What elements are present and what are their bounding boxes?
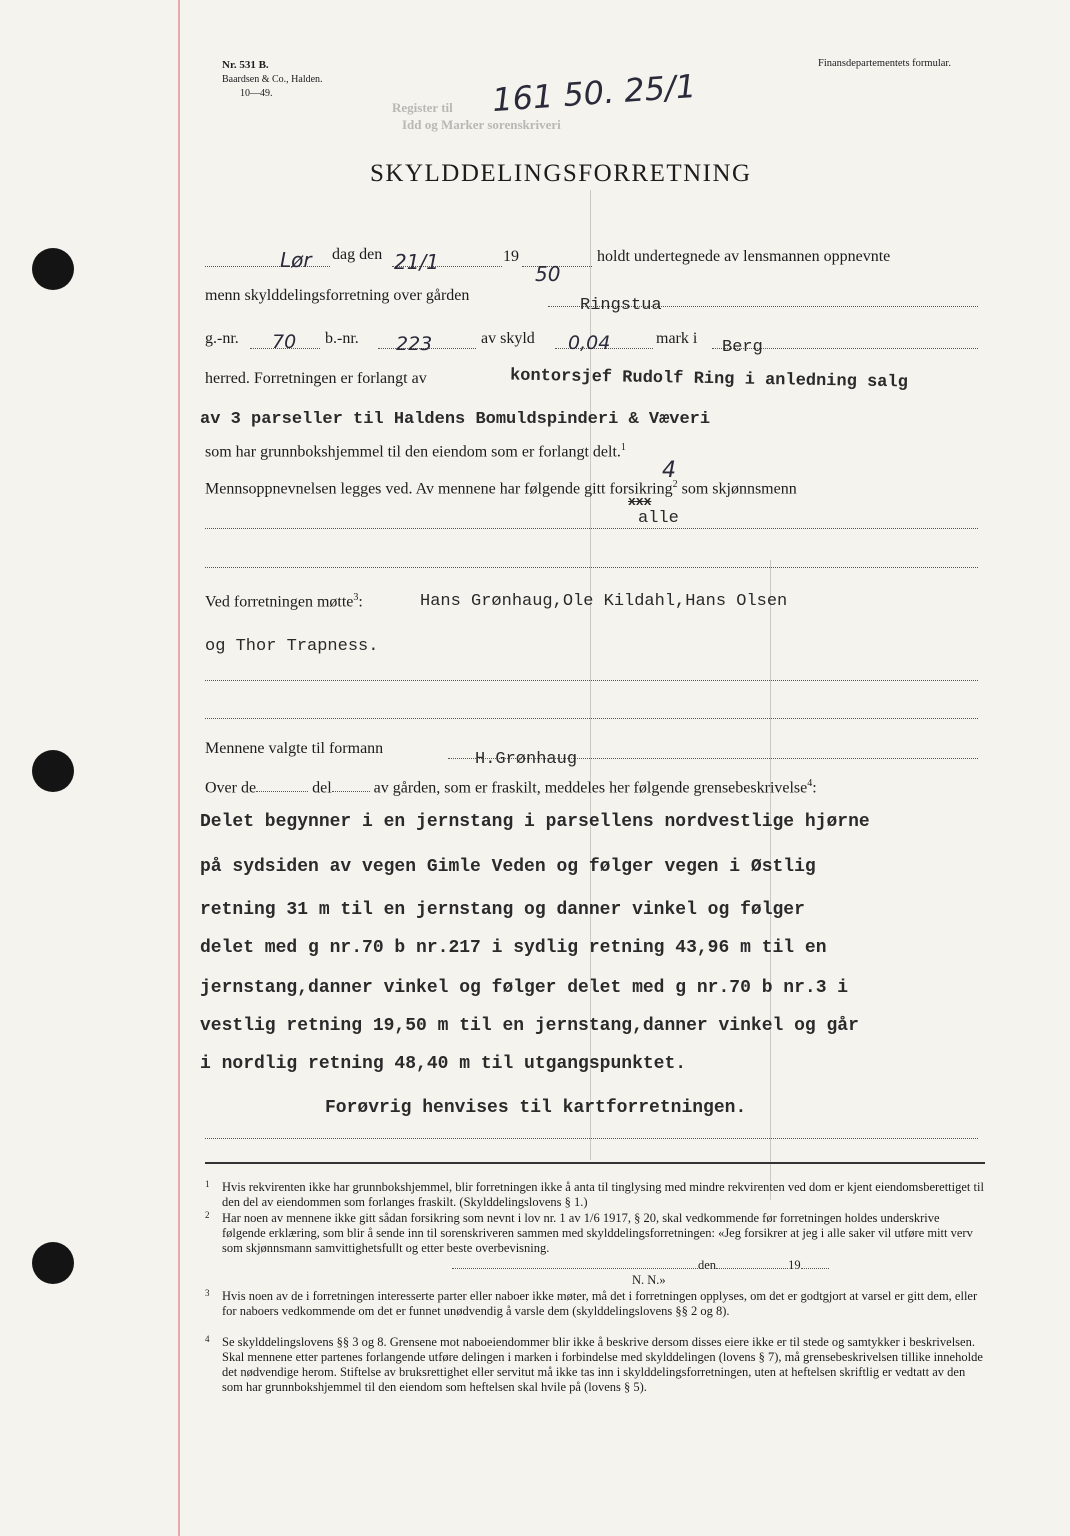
description-line: på sydsiden av vegen Gimle Veden og følger vegen i Østlig — [200, 857, 816, 877]
requester: kontorsjef Rudolf Ring i anledning salg — [509, 366, 909, 393]
footnote-2: 2 Har noen av mennene ikke gitt sådan forsikring som nevnt i lov nr. 1 av 1/6 1917, § 20, skal vedkommende før forretningen holdes underskrive følgende erklæring, som blir å sende inn til sorenskriveren sammen med skylddelingsforretningen: «Jeg forsikrer at jeg i alle saker vil utføre mitt verv som skjønnsmann samvittighetsfullt og etter beste overbevisning. — [205, 1210, 973, 1255]
form-number: Nr. 531 B. — [222, 59, 269, 71]
requester-label: herred. Forretningen er forlangt av — [205, 370, 427, 387]
punch-hole — [32, 750, 74, 792]
description-line: Forøvrig henvises til kartforretningen. — [325, 1098, 747, 1118]
footnote-1: 1 Hvis rekvirenten ikke har grunnbokshjemmel, blir forretningen ikke å anta til tinglysing med mindre rekvirenten ved dom er kjent eiendomsberettiget til den del av eiendommen som forlanges fraskilt. (Skylddelingslovens § 1.) — [205, 1179, 984, 1209]
chairman-name: H.Grønhaug — [475, 750, 578, 769]
alle: alle — [638, 509, 679, 528]
footnote-rule — [205, 1162, 985, 1164]
handwritten-reference: 161 50. 25/1 — [490, 66, 698, 120]
chairman-label: Mennene valgte til formann — [205, 740, 384, 757]
hjemmel-line: som har grunnbokshjemmel til den eiendom som er forlangt delt.$^1$ — [205, 442, 626, 461]
weekday: Lør — [280, 248, 312, 272]
farm-name: Ringstua — [580, 296, 662, 315]
herred-value: Berg — [722, 338, 763, 357]
description-line: vestlig retning 19,50 m til en jernstang,danner vinkel og går — [200, 1016, 859, 1036]
boundary-label: Over de del av gården, som er fraskilt, meddeles her følgende grensebeskrivelse$^4$: — [205, 778, 817, 797]
attendees-label: Ved forretningen møtte$^3$: — [205, 592, 363, 611]
skyld-label: av skyld — [481, 330, 535, 347]
year: 50 — [535, 262, 561, 286]
line1-rest: holdt undertegnede av lensmannen oppnevnte — [597, 248, 891, 265]
registry-stamp: Register til — [392, 100, 453, 115]
gnr-label: g.-nr. — [205, 330, 239, 347]
struck-text: xxx — [628, 494, 652, 509]
farm-label: menn skylddelingsforretning over gården — [205, 287, 470, 304]
count-handwritten: 4 — [662, 458, 676, 483]
requester-continued: av 3 parseller til Haldens Bomuldspinderi & Væveri — [200, 410, 711, 429]
description-line: retning 31 m til en jernstang og danner vinkel og følger — [200, 900, 805, 920]
footnote-3: 3 Hvis noen av de i forretningen interesserte parter eller naboer ikke møter, må det i forretningen opplyses, om det er godtgjort at varsel er gitt dem, eller for naboers vedkommende om det er funnet unødvendig å varsle dem (skylddelingslovens §§ 2 og 8). — [205, 1288, 978, 1318]
skyld-value: 0,04 — [568, 332, 611, 354]
attendees: Hans Grønhaug,Ole Kildahl,Hans Olsen — [420, 592, 788, 611]
footnote-2-signature: N. N.» — [632, 1273, 666, 1287]
bnr-label: b.-nr. — [325, 330, 359, 347]
description-line: i nordlig retning 48,40 m til utgangspunktet. — [200, 1054, 687, 1074]
print-date: 10—49. — [240, 88, 273, 99]
printer: Baardsen & Co., Halden. — [222, 74, 323, 85]
forsikring-line: Mennsoppnevnelsen legges ved. Av mennene har følgende gitt forsikring$^2$ som skjønnsmenn — [205, 479, 797, 498]
gnr-value: 70 — [272, 331, 297, 353]
mark-label: mark i — [656, 330, 698, 347]
registry-stamp: Idd og Marker sorenskriveri — [402, 117, 561, 132]
page-title: SKYLDDELINGSFORRETNING — [370, 160, 752, 187]
description-line: delet med g nr.70 b nr.217 i sydlig retning 43,96 m til en — [200, 938, 827, 958]
year-prefix: 19 — [503, 248, 519, 265]
dag-den-label: dag den — [332, 246, 383, 263]
department: Finansdepartementets formular. — [818, 58, 951, 69]
date: 21/1 — [394, 250, 439, 274]
punch-hole — [32, 248, 74, 290]
bnr-value: 223 — [396, 333, 433, 355]
margin-line — [178, 0, 180, 1536]
footnote-4: 4 Se skylddelingslovens §§ 3 og 8. Grensene mot naboeiendommer blir ikke å beskrive dersom disses eiere ikke er til stede og samtykker i beskrivelsen. Skal mennene etter partenes forlangende utføre delingen i marken i forbindelse med skylddelingen (lovens § 7), må grensebeskrivelsen tillike inneholde det nødvendige herom. Stiftelse av bruksrettighet eller servitut må ikke tas inn i skylddelingsforretningen, uten at heftelsen skriftlig er vedtatt av den som har grunnbokshjemmel til den eiendom som heftelsen skal hvile på (lovens § 5). — [205, 1334, 983, 1394]
punch-hole — [32, 1242, 74, 1284]
description-line: jernstang,danner vinkel og følger delet med g nr.70 b nr.3 i — [200, 978, 849, 998]
description-line: Delet begynner i en jernstang i parsellens nordvestlige hjørne — [200, 812, 870, 832]
attendees-continued: og Thor Trapness. — [205, 637, 379, 656]
fold-crease — [770, 560, 771, 1200]
footnote-2-date: den 19 — [452, 1258, 829, 1273]
